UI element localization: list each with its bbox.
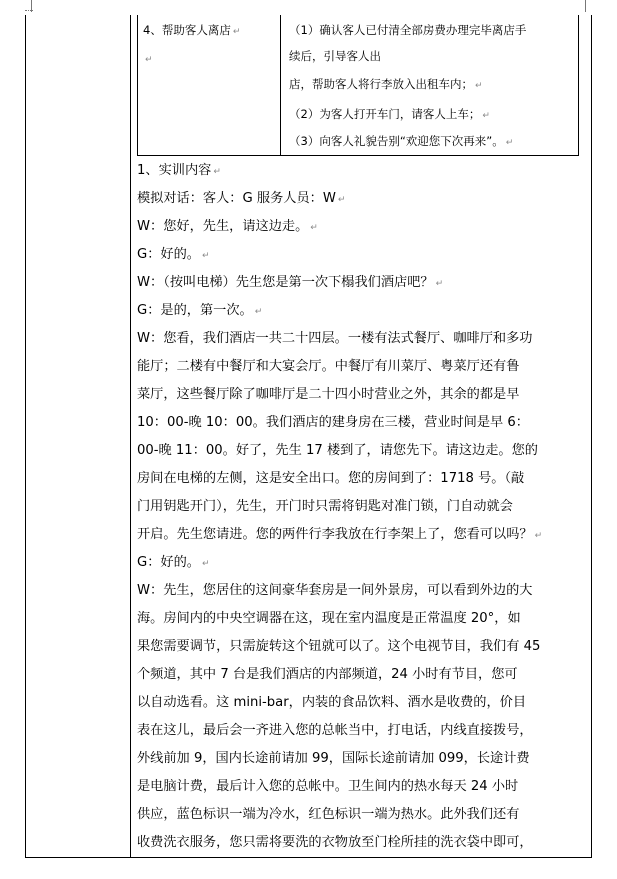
dialogue-line: 10：00-晚 10：00。我们酒店的建身房在三楼，营业时间是早 6： <box>137 415 529 430</box>
outer-table-left-border <box>25 15 26 858</box>
inner-table-bottom-border <box>137 155 579 156</box>
dialogue-line: G：是的，第一次。 ↵ <box>137 303 263 318</box>
outer-table-right-border <box>591 15 592 858</box>
dialogue-line: 收费洗衣服务，您只需将要洗的衣物放至门栓所挂的洗衣袋中即可， <box>137 835 533 850</box>
dialogue-line: G：好的。 ↵ <box>137 247 210 262</box>
inner-step-line: （3）向客人礼貌告别“欢迎您下次再来”。 ↵ <box>289 134 514 148</box>
dialogue-line: W：（按叫电梯）先生您是第一次下榻我们酒店吧？ ↵ <box>137 275 444 290</box>
section-heading: 1、实训内容 ↵ <box>137 163 221 178</box>
dialogue-line: 个频道，其中 7 台是我们酒店的内部频道，24 小时有节目，您可 <box>137 667 518 682</box>
dialogue-line: W：您看，我们酒店一共二十四层。一楼有法式餐厅、咖啡厅和多功 <box>137 331 533 346</box>
inner-table-right-border <box>578 15 579 156</box>
dialogue-line: 供应，蓝色标识一端为冷水，红色标识一端为热水。此外我们还有 <box>137 807 520 822</box>
outer-table-column-divider <box>130 15 131 858</box>
dialogue-intro: 模拟对话：客人：G 服务人员：W ↵ <box>137 191 346 206</box>
inner-step-label: 4、帮助客人离店 ↵ <box>143 23 241 37</box>
inner-step-line: 续后，引导客人出 <box>289 49 381 63</box>
inner-step-line: （2）为客人打开车门，请客人上车； ↵ <box>289 107 490 121</box>
inner-table-left-border <box>137 15 138 156</box>
dialogue-line: 果您需要调节，只需旋转这个钮就可以了。这个电视节目，我们有 45 <box>137 639 541 654</box>
dialogue-line: 开启。先生您请进。您的两件行李我放在行李架上了，您看可以吗？ ↵ <box>137 527 543 542</box>
page-left-margin-mark <box>31 0 32 12</box>
dialogue-line: G：好的。 ↵ <box>137 555 210 570</box>
inner-table-column-divider <box>280 15 281 156</box>
dialogue-line: W：您好，先生，请这边走。 ↵ <box>137 219 318 234</box>
inner-step-line: 店，帮助客人将行李放入出租车内； ↵ <box>289 77 483 91</box>
dialogue-line: 外线前加 9，国内长途前请加 99，国际长途前请加 099，长途计费 <box>137 751 530 766</box>
page-right-margin-mark <box>585 0 586 12</box>
inner-step-line: （1）确认客人已付清全部房费办理完毕离店手 <box>289 23 527 37</box>
outer-table-bottom-border <box>25 857 592 858</box>
dialogue-line: 能厅；二楼有中餐厅和大宴会厅。中餐厅有川菜厅、粤菜厅还有鲁 <box>137 359 520 374</box>
dialogue-line: 海。房间内的中央空调器在这，现在室内温度是正常温度 20°，如 <box>137 611 521 626</box>
dialogue-line: W：先生，您居住的这间豪华套房是一间外景房，可以看到外边的大 <box>137 583 533 598</box>
dialogue-line: 门用钥匙开门），先生，开门时只需将钥匙对准门锁，门自动就会 <box>137 499 513 514</box>
dialogue-line: 菜厅，这些餐厅除了咖啡厅是二十四小时营业之外，其余的都是早 <box>137 387 520 402</box>
dialogue-line: 是电脑计费，最后计入您的总帐中。卫生间内的热水每天 24 小时 <box>137 779 519 794</box>
dialogue-line: 表在这儿，最后会一齐进入您的总帐当中，打电话，内线直接拨号， <box>137 723 533 738</box>
dialogue-line: 房间在电梯的左侧，这是安全出口。您的房间到了：1718 号。（敲 <box>137 471 525 486</box>
dialogue-line: 00-晚 11：00。好了，先生 17 楼到了，请您先下。请这边走。您的 <box>137 443 538 458</box>
inner-step-label-empty-mark: ↵ <box>145 55 153 65</box>
dialogue-line: 以自动选看。这 mini-bar，内装的食品饮料、酒水是收费的，价目 <box>137 695 527 710</box>
